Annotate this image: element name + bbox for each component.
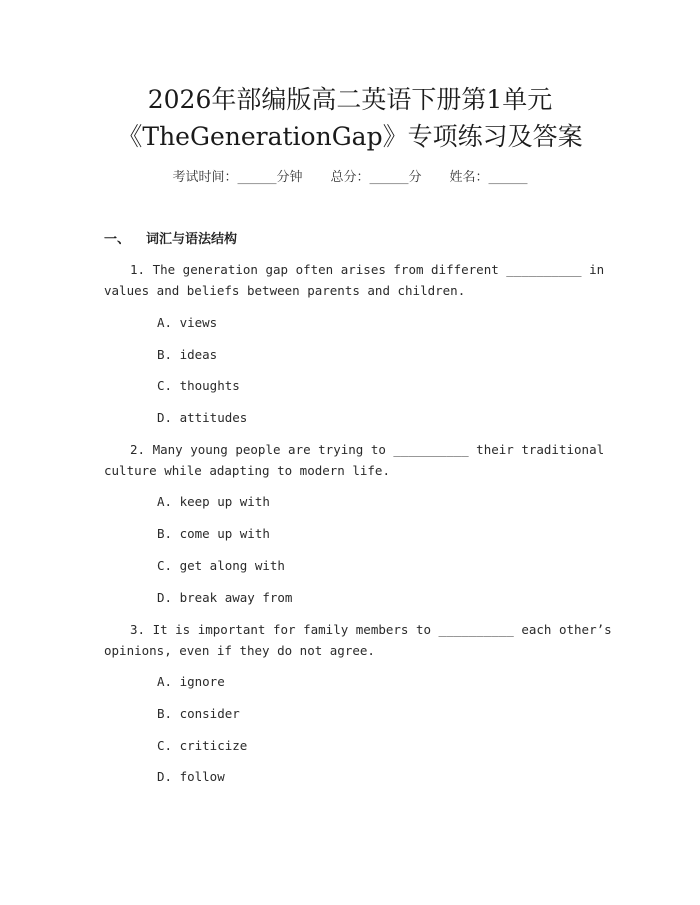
question-1-option-b: B. ideas: [157, 347, 218, 362]
question-1-option-a: A. views: [157, 315, 218, 330]
question-1-option-c: C. thoughts: [157, 378, 240, 393]
question-1: [104, 259, 605, 301]
question-3-option-c: C. criticize: [157, 738, 248, 753]
question-3-option-b: B. consider: [157, 706, 240, 721]
question-text-line-2: values and beliefs between parents and children.: [104, 283, 466, 298]
question-2-option-a: A. keep up with: [157, 494, 270, 509]
question-text-line-2: culture while adapting to modern life.: [104, 463, 390, 478]
question-2-option-b: B. come up with: [157, 526, 270, 541]
exam-total-score: 总分：______分: [330, 170, 422, 185]
question-text-line-2: opinions, even if they do not agree.: [104, 643, 375, 658]
section-number: 一、: [104, 232, 131, 247]
question-text-line-1: 2. Many young people are trying to __________ their traditional: [130, 442, 605, 457]
document-title-line-1: 2026年部编版高二英语下册第1单元: [147, 85, 553, 114]
question-2: [104, 439, 605, 481]
question-text-line-1: 3. It is important for family members to __________ each other’s: [130, 622, 612, 637]
question-text-line-1: 1. The generation gap often arises from different __________ in: [130, 262, 605, 277]
section-title: 词汇与语法结构: [146, 232, 238, 247]
exam-student-name: 姓名：______: [449, 170, 528, 185]
question-2-option-d: D. break away from: [157, 590, 293, 605]
question-2-option-c: C. get along with: [157, 558, 285, 573]
question-3: [104, 619, 612, 661]
question-1-option-d: D. attitudes: [157, 410, 248, 425]
question-3-option-a: A. ignore: [157, 674, 225, 689]
question-3-option-d: D. follow: [157, 769, 225, 784]
section-heading: [104, 230, 237, 250]
exam-time: 考试时间：______分钟: [172, 170, 303, 185]
document-title-line-2: 《TheGenerationGap》专项练习及答案: [117, 122, 583, 151]
exam-info: [0, 168, 700, 188]
